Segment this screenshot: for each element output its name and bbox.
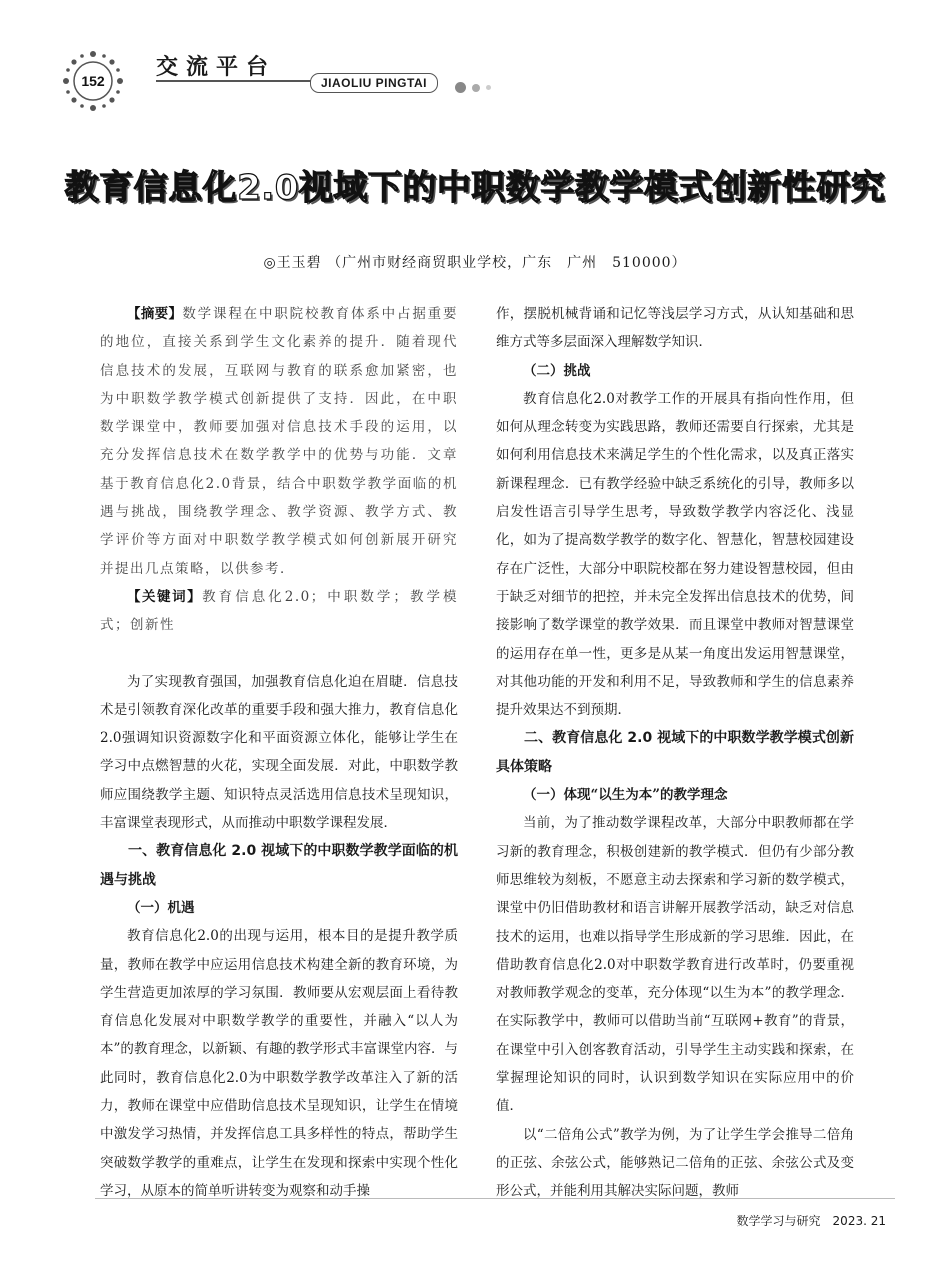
continuation-paragraph: 作，摆脱机械背诵和记忆等浅层学习方式，从认知基础和思维方式等多层面深入理解数学知识． [496, 306, 854, 351]
column-name: 交流平台 [156, 54, 277, 80]
double-angle-paragraph: 以“二倍角公式”教学为例，为了让学生学会推导二倍角的正弦、余弦公式，能够熟记二倍角的正弦、余弦公式及变形公式，并能利用其解决实际问题，教师 [496, 1126, 854, 1200]
author-line: ◎王玉碧 （广州市财经商贸职业学校，广东 广州 510000） [263, 255, 687, 271]
student-centered-paragraph: 当前，为了推动数学课程改革，大部分中职教师都在学习新的教育理念，积极创建新的教学模式．但仍有少部分教师思维较为刻板，不愿意主动去探索和学习新的数学模式，课堂中仍旧借助教材和语言讲解开展教学活动，缺乏对信息技术的运用，也难以指导学生形成新的学习思维．因此，在借助教育信息化2.0对中职数学教育进行改革时，仍要重视对教师教学观念的变革，充分体现“以生为本”的教学理念．在实际教学中，教师可以借助当前“互联网+教育”的背景，在课堂中引入创客教育活动，引导学生主动实践和探索，在掌握理论知识的同时，认识到数学知识在实际应用中的价值． [496, 815, 854, 1115]
abstract-label: 【摘要】 [127, 306, 183, 322]
intro-paragraph: 为了实现教育强国，加强教育信息化迫在眉睫．信息技术是引领教育深化改革的重要手段和强大推力，教育信息化2.0强调知识资源数字化和平面资源立体化，能够让学生在学习中点燃智慧的火花，实现全面发展．对此，中职数学教师应围绕教学主题、知识特点灵活选用信息技术呈现知识，丰富课堂表现形式，从而推动中职数学课程发展． [100, 673, 458, 832]
subsection-opportunity-heading: （一）机遇 [127, 899, 195, 916]
keywords-label: 【关键词】 [127, 588, 203, 605]
footer-rule [95, 1198, 895, 1199]
subsection-student-centered-heading: （一）体现“以生为本”的教学理念 [523, 787, 728, 804]
article-title: 教育信息化2.0视域下的中职数学教学模式创新性研究 [64, 168, 886, 208]
abstract-text: 数学课程在中职院校教育体系中占据重要的地位，直接关系到学生文化素养的提升．随着现代信息技术的发展，互联网与教育的联系愈加紧密，也为中职数学教学模式创新提供了支持．因此，在中职数学课堂中，教师要加强对信息技术手段的运用，以充分发挥信息技术在数学教学中的优势与功能．文章基于教育信息化2.0背景，结合中职数学教学面临的机遇与挑战，围绕教学理念、教学资源、教学方式、教学评价等方面对中职数学教学模式如何创新展开研究并提出几点策略，以供参考． [100, 306, 459, 577]
decorative-dots [455, 77, 497, 96]
keywords [100, 583, 458, 640]
subsection-challenge-heading: （二）挑战 [523, 362, 591, 379]
column-name-english: JIAOLIU PINGTAI [310, 73, 438, 93]
challenge-paragraph: 教育信息化2.0对教学工作的开展具有指向性作用，但如何从理念转变为实践思路，教师还需要自行探索，尤其是如何利用信息技术来满足学生的个性化需求，以及真正落实新课程理念．已有教学经验中缺乏系统化的引导，教师多以启发性语言引导学生思考，导致数学教学内容泛化、浅显化，如为了提高数学教学的数字化、智慧化，智慧校园建设存在广泛性，大部分中职院校都在努力建设智慧校园，但由于缺乏对细节的把控，并未完全发挥出信息技术的优势，间接影响了数学课堂的教学效果．而且课堂中教师对智慧课堂的运用存在单一性，更多是从某一角度出发运用智慧课堂，对其他功能的开发和利用不足，导致教师和学生的信息素养提升效果达不到预期． [496, 390, 854, 719]
page-number: 152 [81, 73, 105, 89]
page-number-badge [60, 48, 126, 114]
left-column [100, 300, 458, 1205]
page-header [60, 48, 900, 118]
abstract [100, 300, 458, 583]
section-2-heading: 二、教育信息化 2.0 视域下的中职数学教学模式创新具体策略 [496, 730, 854, 775]
opportunity-paragraph: 教育信息化2.0的出现与运用，根本目的是提升教学质量，教师在教学中应运用信息技术构建全新的教育环境，为学生营造更加浓厚的学习氛围．教师要从宏观层面上看待教育信息化发展对中职数学教学的重要性，并融入“以人为本”的教育理念，以新颖、有趣的教学形式丰富课堂内容．与此同时，教育信息化2.0为中职数学教学改革注入了新的活力，教师在课堂中应借助信息技术呈现知识，让学生在情境中激发学习热情，并发挥信息工具多样性的特点，帮助学生突破数学教学的重难点，让学生在发现和探索中实现个性化学习，从原本的简单听讲转变为观察和动手操 [100, 928, 458, 1199]
right-column [496, 300, 854, 1206]
journal-footer: 数学学习与研究 2023. 21 [736, 1214, 886, 1228]
keywords-text: 教育信息化2.0；中职数学；教学模式；创新性 [100, 588, 458, 634]
section-1-heading: 一、教育信息化 2.0 视域下的中职数学教学面临的机遇与挑战 [100, 843, 458, 888]
